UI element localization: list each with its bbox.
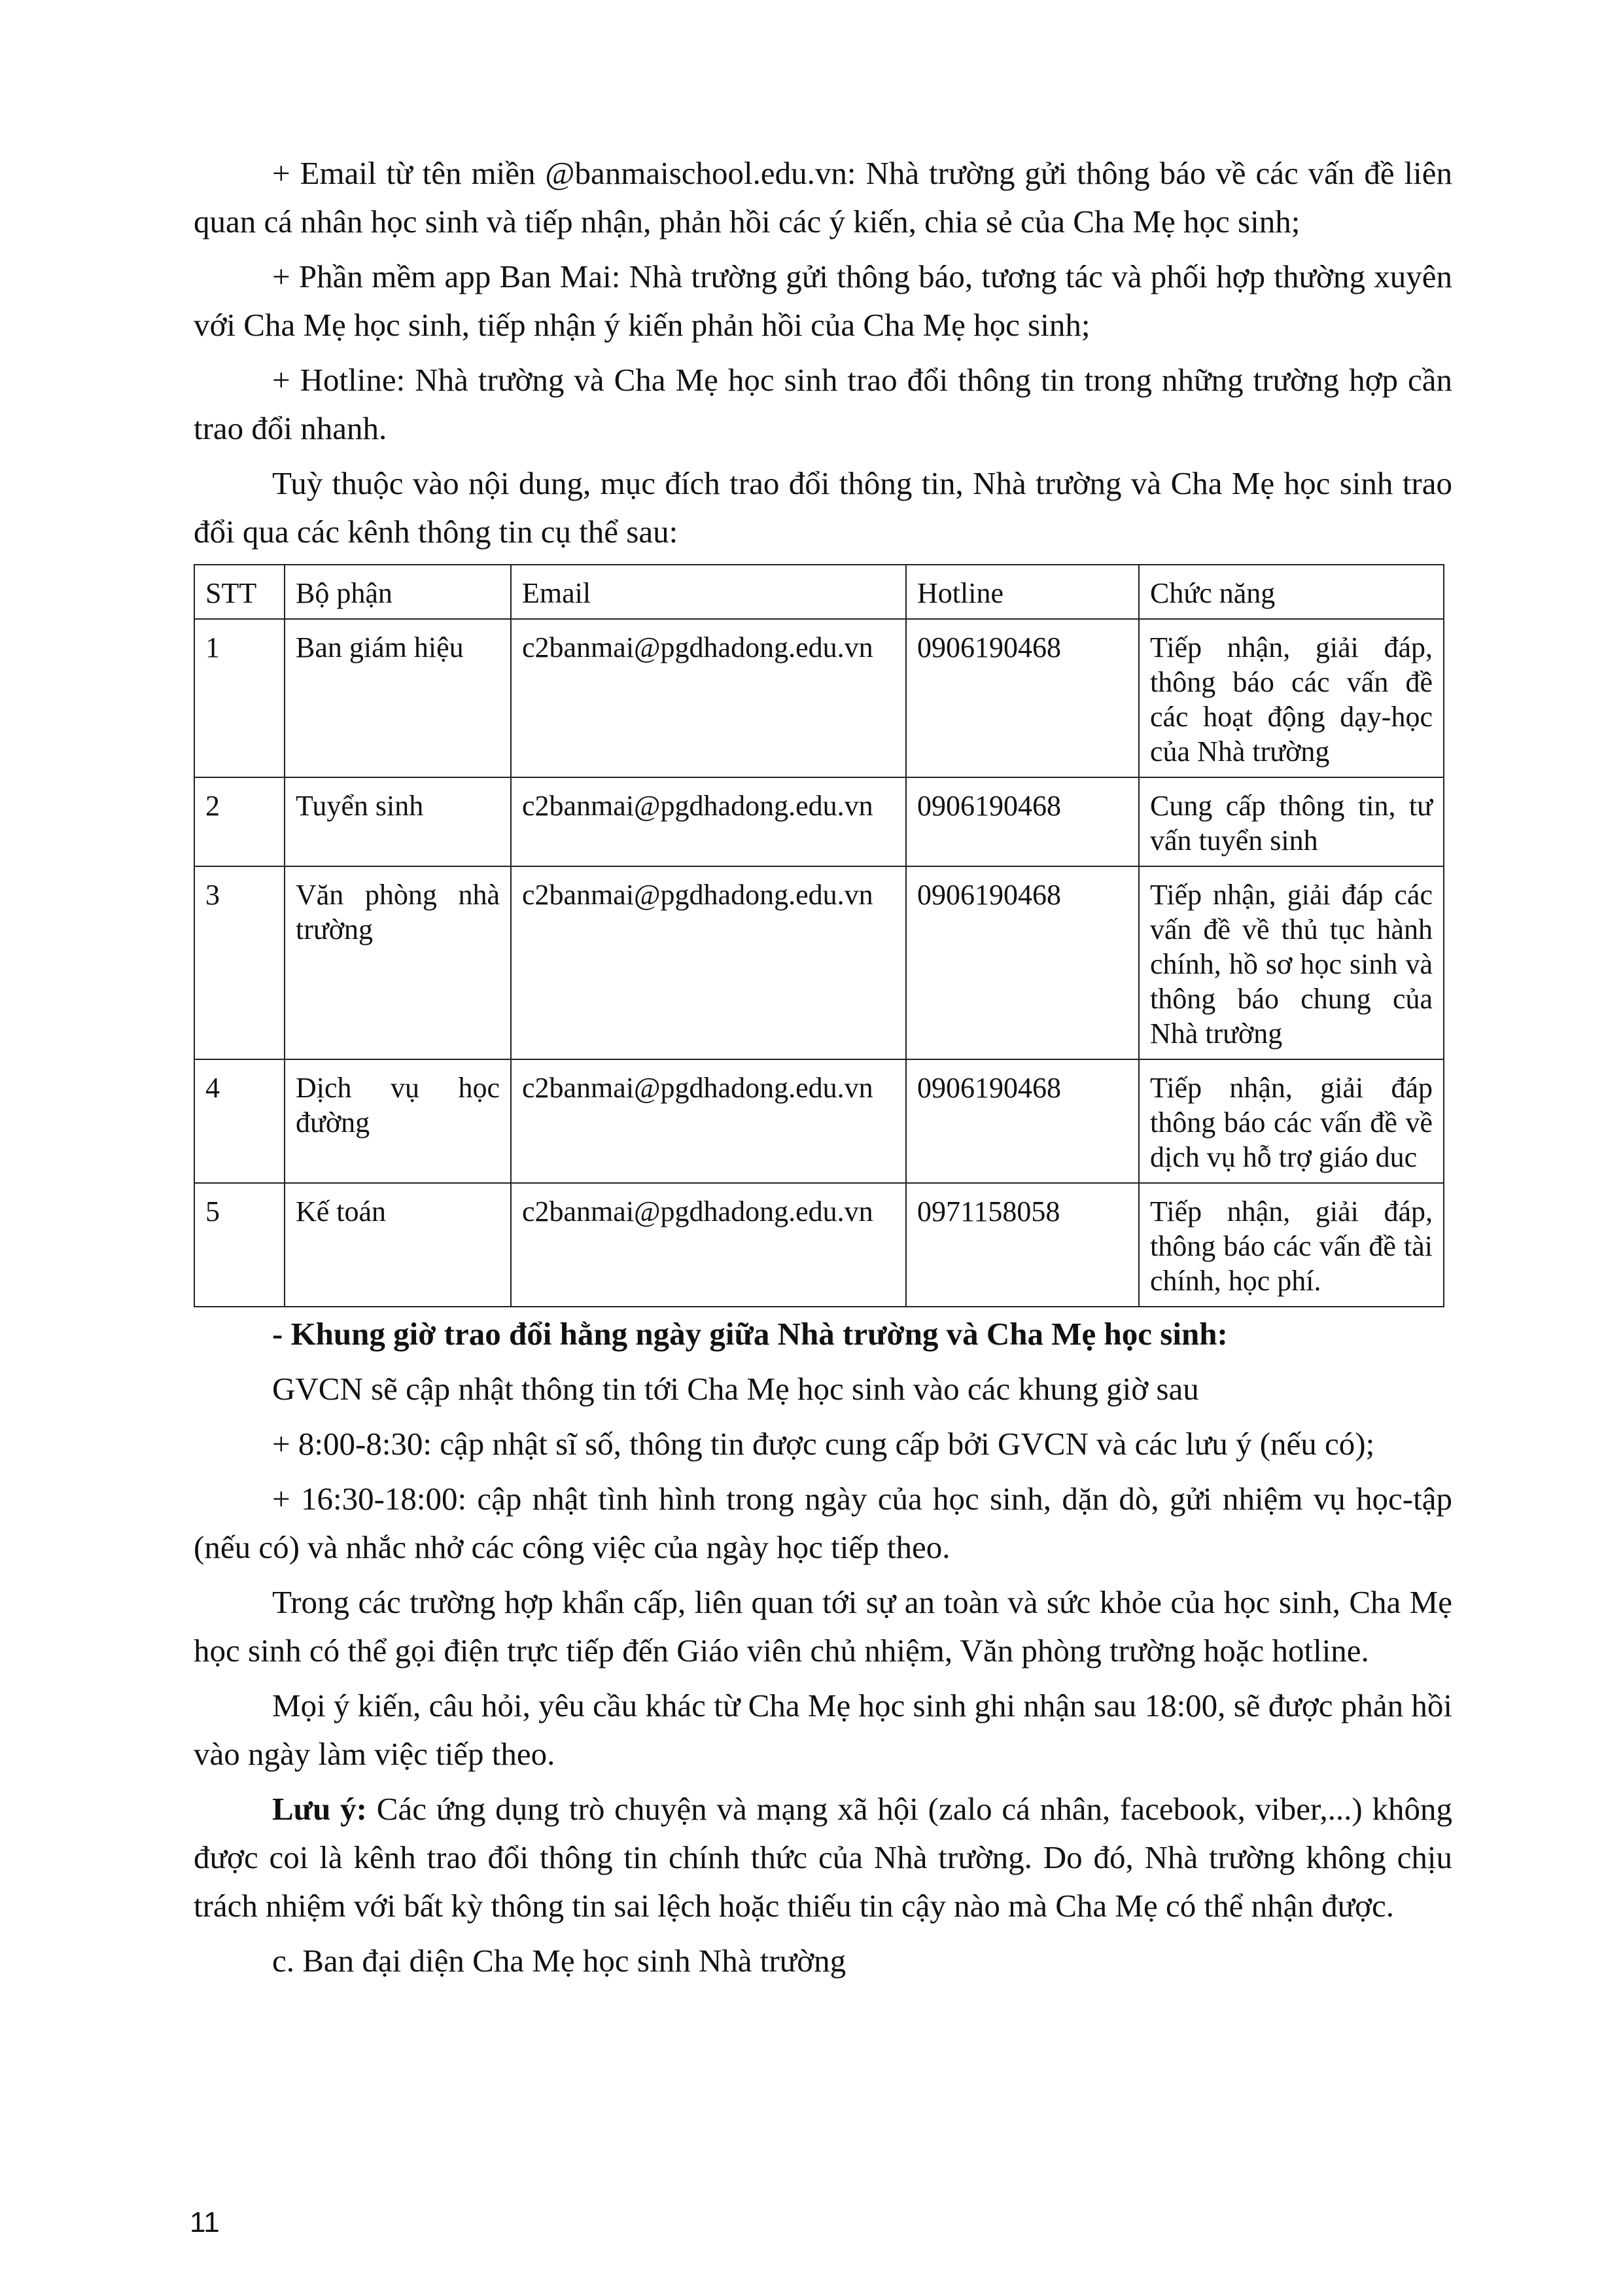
cell-stt: 1 bbox=[194, 619, 285, 777]
header-function: Chức năng bbox=[1139, 565, 1444, 619]
table-row bbox=[194, 866, 1444, 1059]
paragraph-emergency: Trong các trường hợp khẩn cấp, liên quan tới sự an toàn và sức khỏe của học sinh, Cha Mẹ học sinh có thể gọi điện trực tiếp đến Giáo viên chủ nhiệm, Văn phòng trường hoặc hotline. bbox=[194, 1584, 1452, 1669]
table-row bbox=[194, 1059, 1444, 1183]
cell-email: c2banmai@pgdhadong.edu.vn bbox=[511, 619, 906, 777]
cell-function: Cung cấp thông tin, tư vấn tuyển sinh bbox=[1139, 777, 1444, 866]
cell-hotline: 0906190468 bbox=[906, 866, 1139, 1059]
header-stt: STT bbox=[194, 565, 285, 619]
cell-email: c2banmai@pgdhadong.edu.vn bbox=[511, 1059, 906, 1183]
cell-hotline: 0906190468 bbox=[906, 777, 1139, 866]
cell-function: Tiếp nhận, giải đáp, thông báo các vấn đề các hoạt động dạy-học của Nhà trường bbox=[1139, 619, 1444, 777]
cell-stt: 2 bbox=[194, 777, 285, 866]
cell-department: Ban giám hiệu bbox=[285, 619, 511, 777]
header-department: Bộ phận bbox=[285, 565, 511, 619]
cell-department: Dịch vụ học đường bbox=[285, 1059, 511, 1183]
table-row bbox=[194, 619, 1444, 777]
table-header-row bbox=[194, 565, 1444, 619]
cell-stt: 4 bbox=[194, 1059, 285, 1183]
cell-department: Kế toán bbox=[285, 1183, 511, 1307]
paragraph-email: + Email từ tên miền @banmaischool.edu.vn: Nhà trường gửi thông báo về các vấn đề liên quan cá nhân học sinh và tiếp nhận, phản hồi các ý kiến, chia sẻ của Cha Mẹ học sinh; bbox=[194, 155, 1452, 239]
paragraph-hotline: + Hotline: Nhà trường và Cha Mẹ học sinh trao đổi thông tin trong những trường hợp cần trao đổi nhanh. bbox=[194, 362, 1452, 446]
cell-email: c2banmai@pgdhadong.edu.vn bbox=[511, 777, 906, 866]
cell-email: c2banmai@pgdhadong.edu.vn bbox=[511, 1183, 906, 1307]
section-heading: - Khung giờ trao đổi hằng ngày giữa Nhà trường và Cha Mẹ học sinh: bbox=[272, 1316, 1228, 1352]
paragraph-morning-slot: + 8:00-8:30: cập nhật sĩ số, thông tin được cung cấp bởi GVCN và các lưu ý (nếu có); bbox=[272, 1426, 1375, 1462]
page-number: 11 bbox=[190, 2206, 220, 2238]
cell-email: c2banmai@pgdhadong.edu.vn bbox=[511, 866, 906, 1059]
cell-department: Tuyển sinh bbox=[285, 777, 511, 866]
document-page bbox=[194, 149, 1452, 1985]
cell-hotline: 0971158058 bbox=[906, 1183, 1139, 1307]
paragraph-evening-slot: + 16:30-18:00: cập nhật tình hình trong ngày của học sinh, dặn dò, gửi nhiệm vụ học-tập (nếu có) và nhắc nhở các công việc của ngày học tiếp theo. bbox=[194, 1481, 1452, 1565]
cell-hotline: 0906190468 bbox=[906, 619, 1139, 777]
table-row bbox=[194, 777, 1444, 866]
paragraph-after-hours: Mọi ý kiến, câu hỏi, yêu cầu khác từ Cha Mẹ học sinh ghi nhận sau 18:00, sẽ được phản hồi vào ngày làm việc tiếp theo. bbox=[194, 1687, 1452, 1772]
paragraph-gvcn: GVCN sẽ cập nhật thông tin tới Cha Mẹ học sinh vào các khung giờ sau bbox=[272, 1371, 1199, 1407]
cell-stt: 3 bbox=[194, 866, 285, 1059]
cell-stt: 5 bbox=[194, 1183, 285, 1307]
cell-function: Tiếp nhận, giải đáp các vấn đề về thủ tục hành chính, hồ sơ học sinh và thông báo chung của Nhà trường bbox=[1139, 866, 1444, 1059]
table-row bbox=[194, 1183, 1444, 1307]
cell-department: Văn phòng nhà trường bbox=[285, 866, 511, 1059]
note-label: Lưu ý: bbox=[272, 1791, 367, 1827]
paragraph-table-intro: Tuỳ thuộc vào nội dung, mục đích trao đổi thông tin, Nhà trường và Cha Mẹ học sinh trao đổi qua các kênh thông tin cụ thể sau: bbox=[194, 465, 1452, 550]
closing-line: c. Ban đại diện Cha Mẹ học sinh Nhà trường bbox=[272, 1943, 846, 1979]
note-text: Các ứng dụng trò chuyện và mạng xã hội (zalo cá nhân, facebook, viber,...) không được coi là kênh trao đổi thông tin chính thức của Nhà trường. Do đó, Nhà trường không chịu trách nhiệm với bất kỳ thông tin sai lệch hoặc thiếu tin cậy nào mà Cha Mẹ có thể nhận được. bbox=[194, 1791, 1452, 1924]
paragraph-app: + Phần mềm app Ban Mai: Nhà trường gửi thông báo, tương tác và phối hợp thường xuyên với Cha Mẹ học sinh, tiếp nhận ý kiến phản hồi của Cha Mẹ học sinh; bbox=[194, 258, 1452, 343]
header-email: Email bbox=[511, 565, 906, 619]
contact-table bbox=[194, 564, 1444, 1307]
cell-function: Tiếp nhận, giải đáp, thông báo các vấn đề tài chính, học phí. bbox=[1139, 1183, 1444, 1307]
paragraph-note bbox=[194, 1785, 1452, 1930]
cell-function: Tiếp nhận, giải đáp thông báo các vấn đề về dịch vụ hỗ trợ giáo duc bbox=[1139, 1059, 1444, 1183]
cell-hotline: 0906190468 bbox=[906, 1059, 1139, 1183]
header-hotline: Hotline bbox=[906, 565, 1139, 619]
